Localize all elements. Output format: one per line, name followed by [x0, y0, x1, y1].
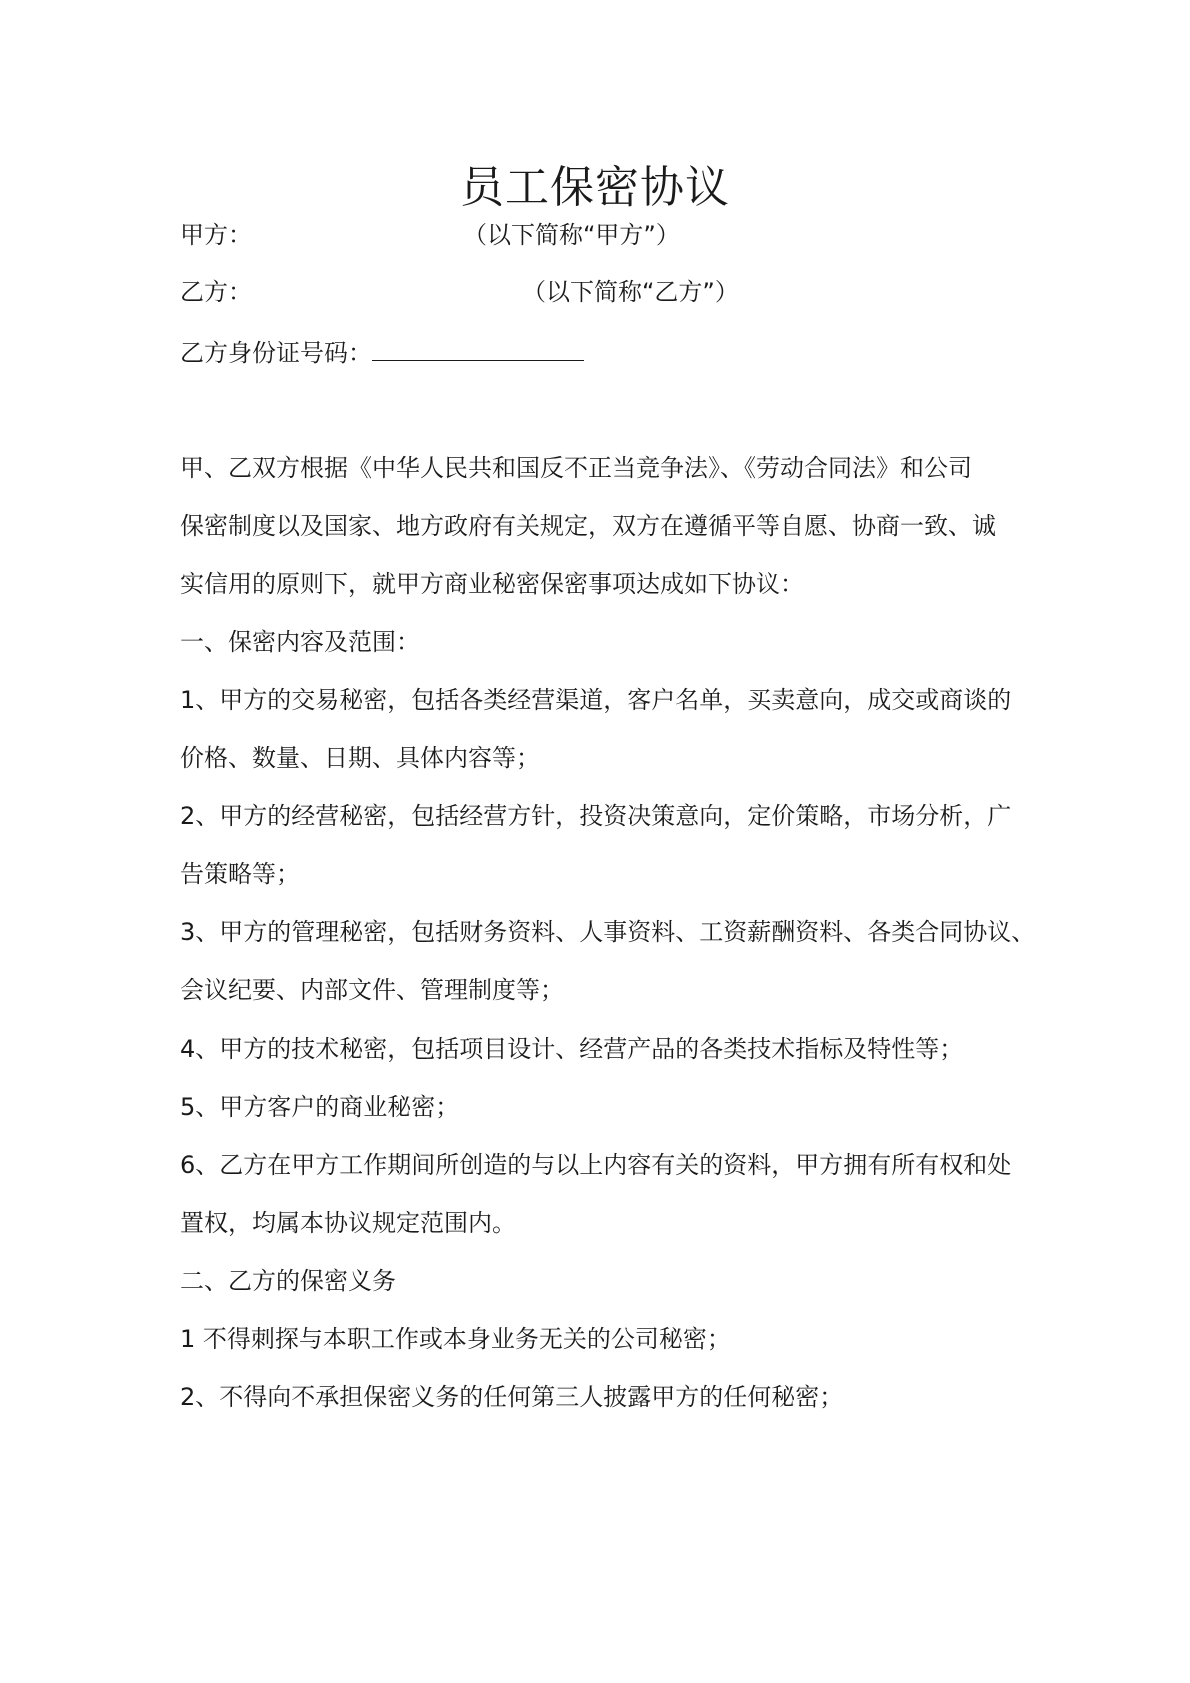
s1-item-6-line-2: 置权，均属本协议规定范围内。: [180, 1209, 516, 1237]
section-2-heading: 二、乙方的保密义务: [180, 1267, 396, 1295]
s2-item-1: 1 不得刺探与本职工作或本身业务无关的公司秘密；: [180, 1325, 731, 1353]
section-1-heading: 一、保密内容及范围：: [180, 628, 420, 656]
s1-item-6-line-1: 6、乙方在甲方工作期间所创造的与以上内容有关的资料，甲方拥有所有权和处: [180, 1151, 1012, 1179]
intro-line-3: 实信用的原则下，就甲方商业秘密保密事项达成如下协议：: [180, 570, 804, 598]
intro-line-1: 甲、乙双方根据《中华人民共和国反不正当竞争法》、《劳动合同法》和公司: [180, 454, 972, 482]
s1-item-1-line-2: 价格、数量、日期、具体内容等；: [180, 744, 540, 772]
id-number-label: 乙方身份证号码：: [180, 339, 372, 367]
id-number-blank: [372, 334, 584, 361]
id-number-row: [180, 334, 584, 370]
party-b-label: 乙方：: [180, 278, 252, 306]
s1-item-2-line-1: 2、甲方的经营秘密，包括经营方针，投资决策意向，定价策略，市场分析，广: [180, 802, 1012, 830]
party-a-note: （以下简称“甲方”）: [463, 221, 680, 249]
s1-item-4: 4、甲方的技术秘密，包括项目设计、经营产品的各类技术指标及特性等；: [180, 1035, 964, 1063]
s1-item-1-line-1: 1、甲方的交易秘密，包括各类经营渠道，客户名单，买卖意向，成交或商谈的: [180, 686, 1012, 714]
s2-item-2: 2、不得向不承担保密义务的任何第三人披露甲方的任何秘密；: [180, 1383, 844, 1411]
intro-line-2: 保密制度以及国家、地方政府有关规定，双方在遵循平等自愿、协商一致、诚: [180, 512, 996, 540]
s1-item-3-line-1: 3、甲方的管理秘密，包括财务资料、人事资料、工资薪酬资料、各类合同协议、: [180, 918, 1036, 946]
s1-item-2-line-2: 告策略等；: [180, 860, 300, 888]
s1-item-5: 5、甲方客户的商业秘密；: [180, 1093, 460, 1121]
document-title: 员工保密协议: [460, 162, 730, 213]
party-a-label: 甲方：: [180, 221, 252, 249]
s1-item-3-line-2: 会议纪要、内部文件、管理制度等；: [180, 976, 564, 1004]
party-b-note: （以下简称“乙方”）: [522, 278, 739, 306]
